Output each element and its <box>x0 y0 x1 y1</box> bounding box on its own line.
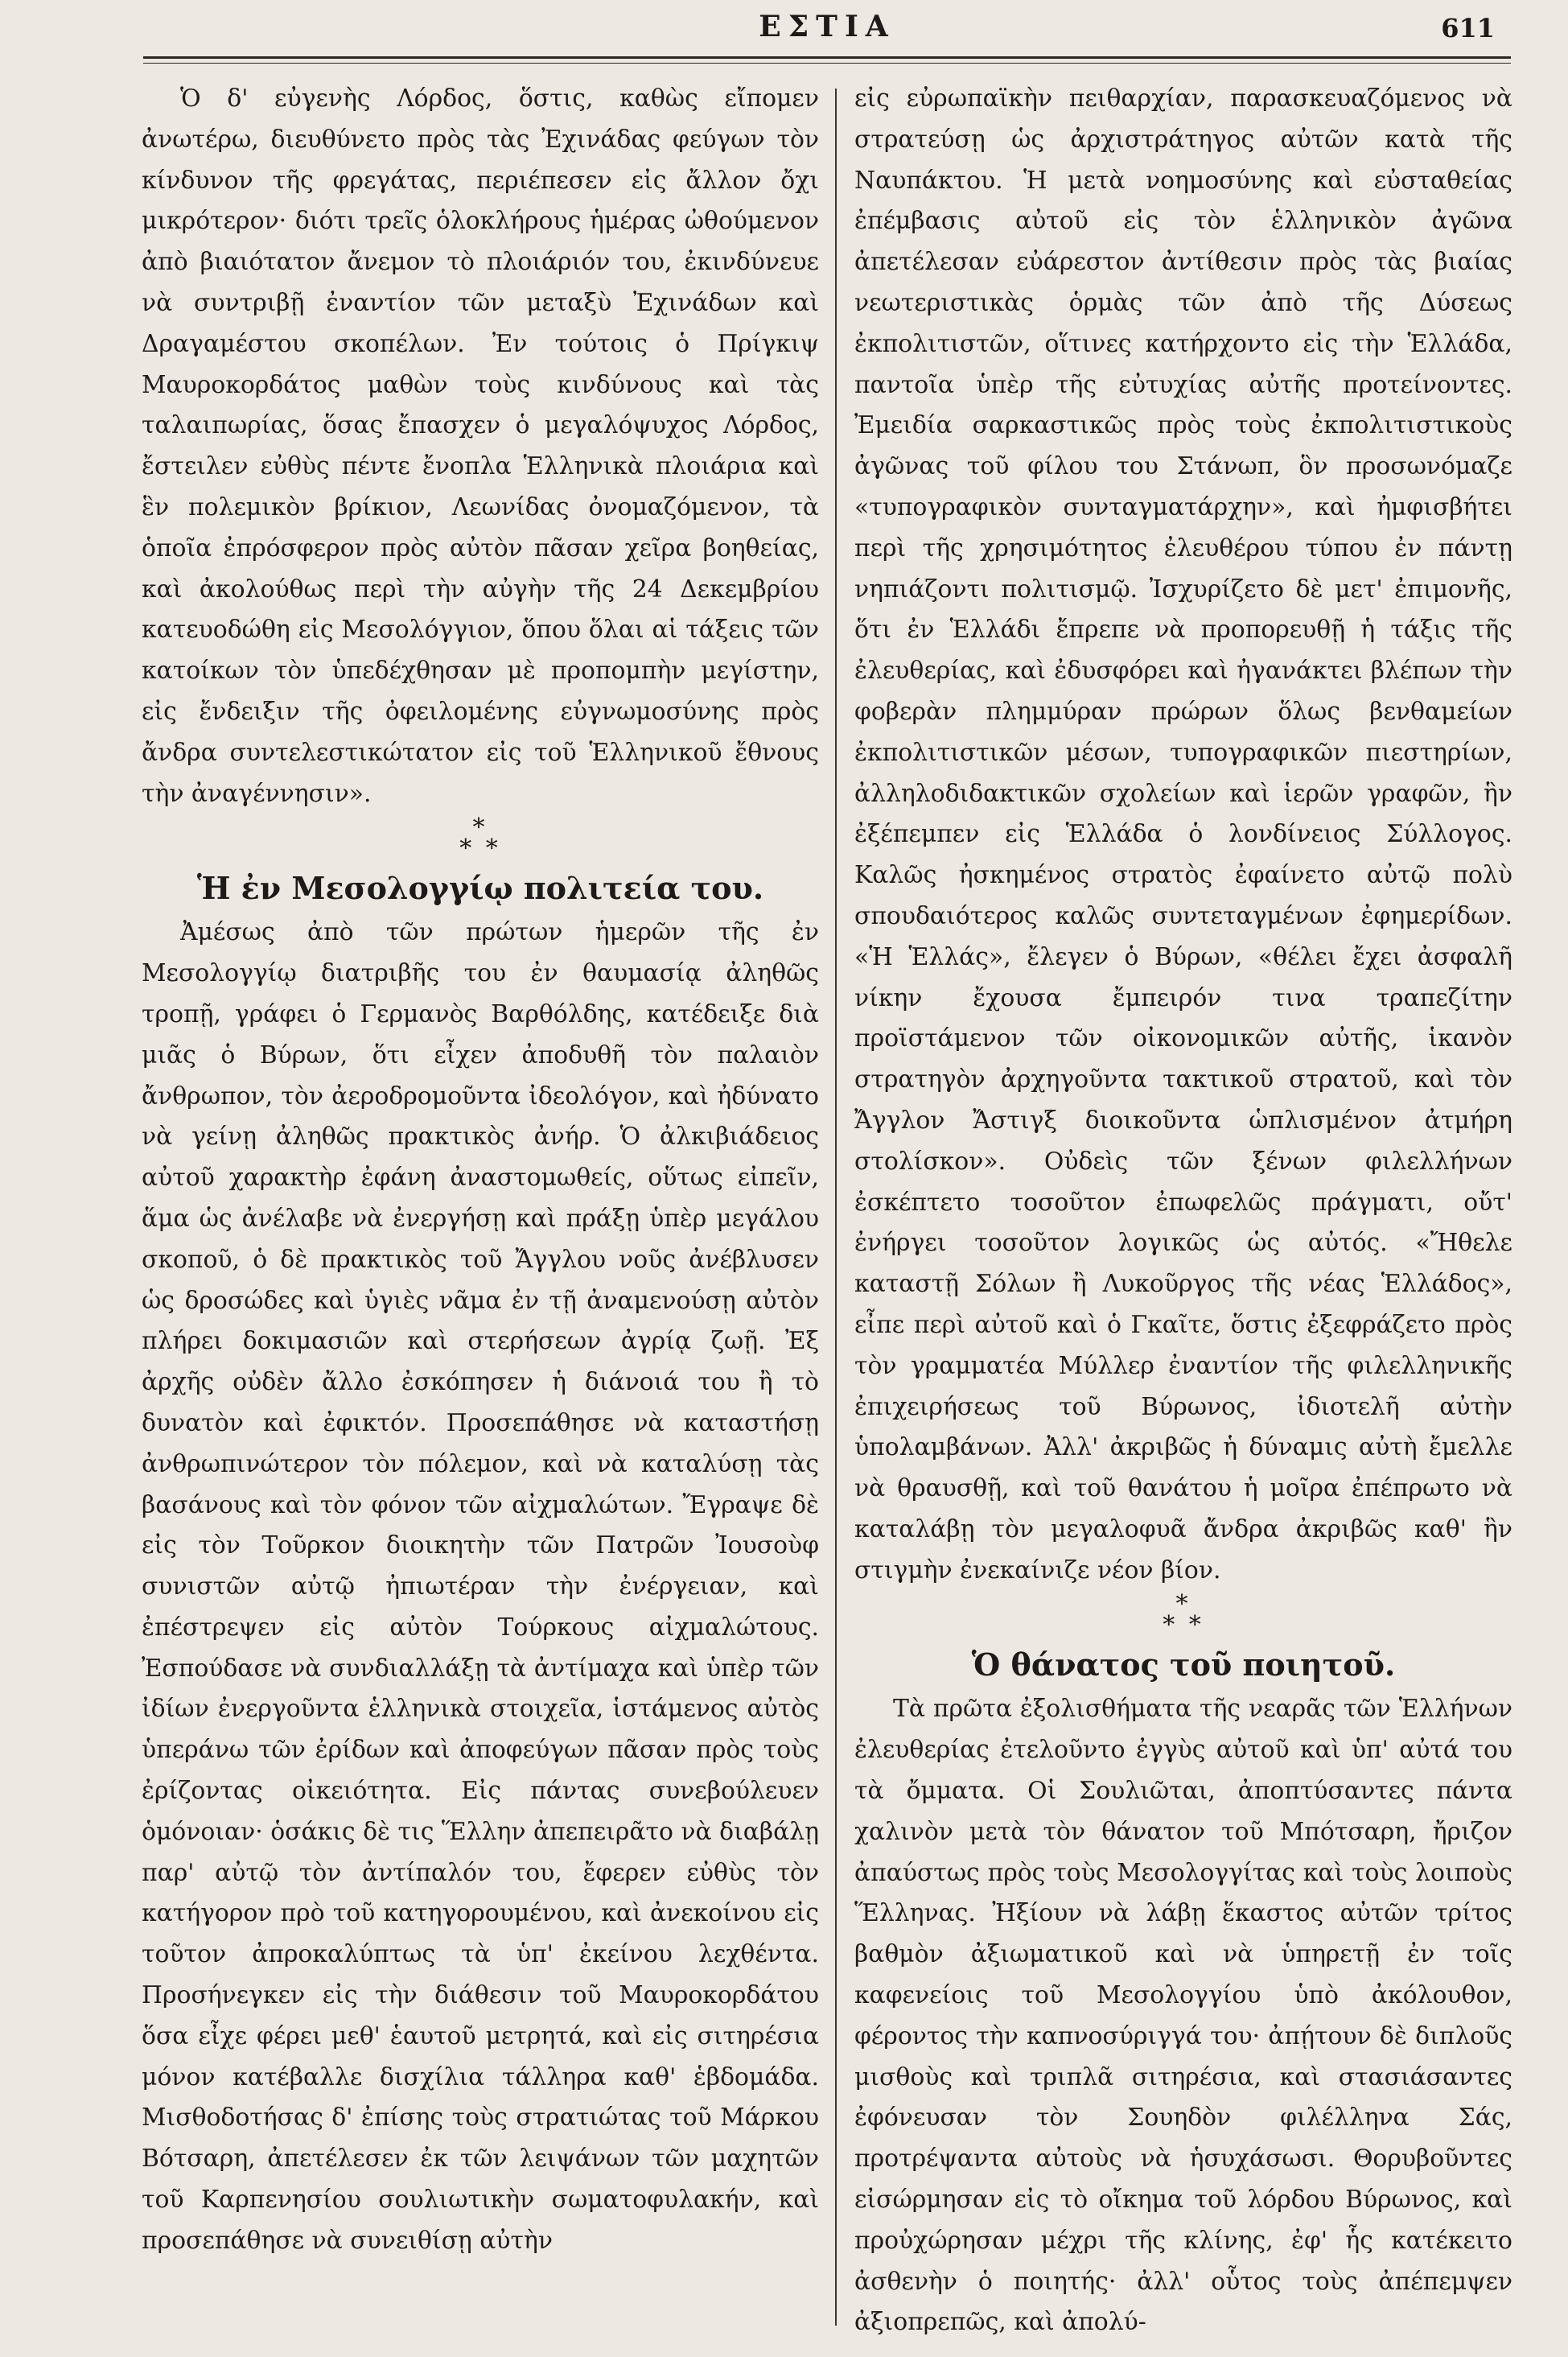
paragraph: Ἀμέσως ἀπὸ τῶν πρώτων ἡμερῶν τῆς ἐν Μεσολογγίῳ διατριβῆς του ἐν θαυμασίᾳ ἀληθῶς τροπῇ, γράφει ὁ Γερμανὸς Βαρθόλδης, κατέδειξε διὰ μιᾶς ὁ Βύρων, ὅτι εἶχεν ἀποδυθῆ τὸν παλαιὸν ἄνθρωπον, τὸν ἀεροδρομοῦντα ἰδεολόγον, καὶ ἠδύνατο νὰ γείνῃ ἀληθῶς πρακτικὸς ἀνήρ. Ὁ ἀλκιβιάδειος αὐτοῦ χαρακτὴρ ἐφάνη ἀναστομωθείς, οὕτως εἰπεῖν, ἅμα ὡς ἀνέλαβε νὰ ἐνεργήσῃ καὶ πράξῃ ὑπὲρ μεγάλου σκοποῦ, ὁ δὲ πρακτικὸς τοῦ Ἄγγλου νοῦς ἀνέβλυσεν ὡς δροσώδες καὶ ὑγιὲς νᾶμα ἐν τῇ ἀναμενούσῃ αὐτὸν πλήρει δοκιμασιῶν καὶ στερήσεων ἀγρίᾳ ζωῇ. Ἐξ ἀρχῆς οὐδὲν ἄλλο ἐσκόπησεν ἡ διάνοιά του ἢ τὸ δυνατὸν καὶ ἐφικτόν. Προσεπάθησε νὰ καταστήσῃ ἀνθρωπινώτερον τὸν πόλεμον, καὶ νὰ καταλύσῃ τὰς βασάνους καὶ τὸν φόνον τῶν αἰχμαλώτων. Ἔγραψε δὲ εἰς τὸν Τοῦρκον διοικητὴν τῶν Πατρῶν Ἰουσοὺφ συνιστῶν αὐτῷ ἠπιωτέραν τὴν ἐνέργειαν, καὶ ἐπέστρεψεν εἰς αὐτὸν Τούρκους αἰχμαλώτους. Ἐσπούδασε νὰ συνδιαλλάξῃ τὰ ἀντίμαχα καὶ ὑπὲρ τῶν ἰδίων ἐνεργοῦντα ἑλληνικὰ στοιχεῖα, ἱστάμενος αὐτὸς ὑπεράνω τῶν ἐρίδων καὶ ἀποφεύγων πᾶσαν πρὸς τοὺς ἐρίζοντας οἰκειότητα. Εἰς πάντας συνεβούλευεν ὁμόνοιαν· ὁσάκις δὲ τις Ἕλλην ἀπεπειρᾶτο νὰ διαβάλῃ παρ' αὐτῷ τὸν ἀντίπαλόν του, ἔφερεν εὐθὺς τὸν κατήγορον πρὸ τοῦ κατηγορουμένου, καὶ ἀνεκοίνου εἰς τοῦτον ἀπροκαλύπτως τὰ ὑπ' ἐκείνου λεχθέντα. Προσήνεγκεν εἰς τὴν διάθεσιν τοῦ Μαυροκορδάτου ὅσα εἶχε φέρει μεθ' ἑαυτοῦ μετρητά, καὶ εἰς σιτηρέσια μόνον κατέβαλλε δισχίλια τάλληρα καθ' ἑβδομάδα. Μισθοδοτήσας δ' ἐπίσης τοὺς στρατιώτας τοῦ Μάρκου Βότσαρη, ἀπετέλεσεν ἐκ τῶν λειψάνων τῶν μαχητῶν τοῦ Καρπενησίου σουλιωτικὴν σωματοφυλακήν, καὶ προσεπάθησε νὰ συνειθίσῃ αὐτὴν <box>142 918 819 2255</box>
right-column <box>854 79 1512 2343</box>
paragraph: Ὁ δ' εὐγενὴς Λόρδος, ὅστις, καθὼς εἴπομεν ἀνωτέρω, διευθύνετο πρὸς τὰς Ἐχινάδας φεύγων τὸν κίνδυνον τῆς φρεγάτας, περιέπεσεν εἰς ἄλλον ὄχι μικρότερον· διότι τρεῖς ὁλοκλήρους ἡμέρας ὠθούμενον ἀπὸ βιαιότατον ἄνεμον τὸ πλοιάριόν του, ἐκινδύνευε νὰ συντριβῇ ἐναντίον τῶν μεταξὺ Ἐχινάδων καὶ Δραγαμέστου σκοπέλων. Ἐν τούτοις ὁ Πρίγκιψ Μαυροκορδάτος μαθὼν τοὺς κινδύνους καὶ τὰς ταλαιπωρίας, ὅσας ἔπασχεν ὁ μεγαλόψυχος Λόρδος, ἔστειλεν εὐθὺς πέντε ἔνοπλα Ἑλληνικὰ πλοιάρια καὶ ἓν πολεμικὸν βρίκιον, Λεωνίδας ὀνομαζόμενον, τὰ ὁποῖα ἐπρόσφερον πρὸς αὐτὸν πᾶσαν χεῖρα βοηθείας, καὶ ἀκολούθως περὶ τὴν αὐγὴν τῆς 24 Δεκεμβρίου κατευοδώθη εἰς Μεσολόγγιον, ὅπου ὅλαι αἱ τάξεις τῶν κατοίκων τὸν ὑπεδέχθησαν μὲ προπομπὴν μεγίστην, εἰς ἔνδειξιν τῆς ὀφειλομένης εὐγνωμοσύνης πρὸς ἄνδρα συντελεστικώτατον εἰς τοῦ Ἑλληνικοῦ ἔθνους τὴν ἀναγέννησιν». <box>142 84 819 808</box>
paragraph: Τὰ πρῶτα ἐξολισθήματα τῆς νεαρᾶς τῶν Ἑλλήνων ἐλευθερίας ἐτελοῦντο ἐγγὺς αὐτοῦ καὶ ὑπ' αὐτά του τὰ ὄμματα. Οἱ Σουλιῶται, ἀποπτύσαντες πάντα χαλινὸν μετὰ τὸν θάνατον τοῦ Μπότσαρη, ἤριζον ἀπαύστως πρὸς τοὺς Μεσολογγίτας καὶ τοὺς λοιποὺς Ἕλληνας. Ἠξίουν νὰ λάβῃ ἕκαστος αὐτῶν τρίτος βαθμὸν ἀξιωματικοῦ καὶ νὰ ὑπηρετῇ ἐν τοῖς καφενείοις τοῦ Μεσολογγίου ὑπὸ ἀκόλουθον, φέροντος τὴν καπνοσύριγγά του· ἀπῄτουν δὲ διπλοῦς μισθοὺς καὶ τριπλᾶ σιτηρέσια, καὶ στασιάσαντες ἐφόνευσαν τὸν Σουηδὸν φιλέλληνα Σάς, προτρέψαντα αὐτοὺς νὰ ἡσυχάσωσι. Θορυβοῦντες εἰσώρμησαν εἰς τὸ οἴκημα τοῦ λόρδου Βύρωνος, καὶ προὐχώρησαν μέχρι τῆς κλίνης, ἐφ' ἧς κατέκειτο ἀσθενὴν ὁ ποιητής· ἀλλ' οὗτος τοὺς ἀπέπεμψεν ἀξιοπρεπῶς, καὶ ἀπολύ- <box>854 1695 1512 2337</box>
section-title: Ὁ θάνατος τοῦ ποιητοῦ. <box>971 1646 1396 1683</box>
column-divider <box>835 89 837 2326</box>
journal-title: ΕΣΤΙΑ <box>759 10 895 43</box>
section-separator <box>854 1590 1512 1640</box>
page-header <box>143 6 1511 55</box>
header-rule-thin <box>143 63 1511 64</box>
separator-stars: * * <box>1163 1611 1204 1640</box>
section-title: Ἡ ἐν Μεσολογγίῳ πολιτεία του. <box>196 870 764 907</box>
left-column <box>142 79 819 2262</box>
page-number: 611 <box>1441 13 1495 43</box>
paragraph: εἰς εὐρωπαϊκὴν πειθαρχίαν, παρασκευαζόμενος νὰ στρατεύσῃ ὡς ἀρχιστράτηγος αὐτῶν κατὰ τῆς Ναυπάκτου. Ἡ μετὰ νοημοσύνης καὶ εὐσταθείας ἐπέμβασις αὐτοῦ εἰς τὸν ἑλληνικὸν ἀγῶνα ἀπετέλεσαν εὐάρεστον ἀντίθεσιν πρὸς τὰς βιαίας νεωτεριστικὰς ὁρμὰς τῶν ἀπὸ τῆς Δύσεως ἐκπολιτιστῶν, οἵτινες κατήρχοντο εἰς τὴν Ἑλλάδα, παντοῖα ὑπὲρ τῆς εὐτυχίας αὐτῆς προτείνοντες. Ἐμειδία σαρκαστικῶς πρὸς τοὺς ἐκπολιτιστικοὺς ἀγῶνας τοῦ φίλου του Στάνωπ, ὃν προσωνόμαζε «τυπογραφικὸν συνταγματάρχην», καὶ ἠμφισβήτει περὶ τῆς χρησιμότητος ἐλευθέρου τύπου ἐν πάντῃ νηπιάζοντι πολιτισμῷ. Ἰσχυρίζετο δὲ μετ' ἐπιμονῆς, ὅτι ἐν Ἑλλάδι ἔπρεπε νὰ προπορευθῇ ἡ τάξις τῆς ἐλευθερίας, καὶ ἐδυσφόρει καὶ ἠγανάκτει βλέπων τὴν φοβερὰν πλημμύραν πρώρων ὅλως βενθαμείων ἐκπολιτιστικῶν μέσων, τυπογραφικῶν πιεστηρίων, ἀλληλοδιδακτικῶν σχολείων καὶ ἱερῶν γραφῶν, ἣν ἐξέπεμπεν εἰς Ἑλλάδα ὁ λονδίνειος Σύλλογος. Καλῶς ἠσκημένος στρατὸς ἐφαίνετο αὐτῷ πολὺ σπουδαιότερος καλῶς συντεταγμένων ἐφημερίδων. «Ἡ Ἑλλάς», ἔλεγεν ὁ Βύρων, «θέλει ἔχει ἀσφαλῆ νίκην ἔχουσα ἔμπειρόν τινα τραπεζίτην προϊστάμενον τῶν οἰκονομικῶν αὐτῆς, ἱκανὸν στρατηγὸν ἀρχηγοῦντα τακτικοῦ στρατοῦ, καὶ τὸν Ἄγγλον Ἄστιγξ διοικοῦντα ὡπλισμένον ἀτμήρη στολίσκον». Οὐδεὶς τῶν ξένων φιλελλήνων ἐσκέπτετο τοσοῦτον ἐπωφελῶς πράγματι, οὔτ' ἐνήργει τοσοῦτον λογικῶς ὡς αὐτός. «Ἤθελε καταστῇ Σόλων ἢ Λυκοῦργος τῆς νέας Ἑλλάδος», εἶπε περὶ αὐτοῦ καὶ ὁ Γκαῖτε, ὅστις ἐξεφράζετο πρὸς τὸν γραμματέα Μύλλερ ἐναντίον τῆς φιλελληνικῆς ἐπιχειρήσεως τοῦ Βύρωνος, ἰδιοτελῆ αὐτὴν ὑπολαμβάνων. Ἀλλ' ἀκριβῶς ἡ δύναμις αὐτὴ ἔμελλε νὰ θραυσθῇ, καὶ τοῦ θανάτου ἡ μοῖρα ἐπέπρωτο νὰ καταλάβῃ τὸν μεγαλοφυᾶ ἄνδρα ἀκριβῶς καθ' ἣν στιγμὴν ἐνεκαίνιζε νέον βίον. <box>854 84 1512 1584</box>
separator-star: * <box>472 814 488 843</box>
section-separator <box>142 814 819 863</box>
separator-star: * <box>1175 1590 1191 1619</box>
separator-stars: * * <box>459 834 501 863</box>
header-rule <box>143 56 1511 59</box>
